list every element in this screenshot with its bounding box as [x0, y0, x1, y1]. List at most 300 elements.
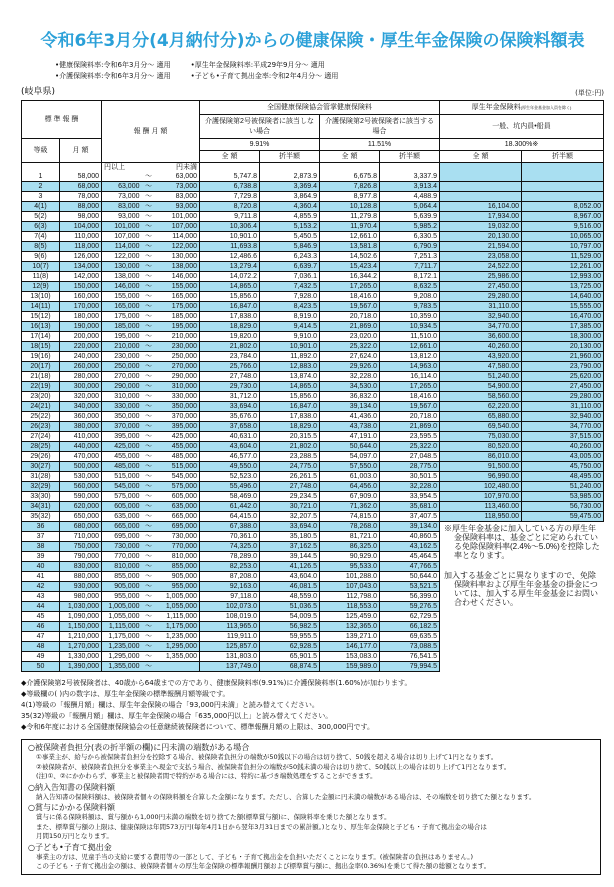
premium-cell: 81,721.0: [320, 532, 380, 542]
grade-cell: 43: [22, 592, 60, 602]
premium-cell: 33,694.0: [260, 522, 320, 532]
grade-cell: 10(7): [22, 262, 60, 272]
range-from-cell: 1,295,000: [102, 652, 142, 662]
premium-cell: 9,414.5: [260, 322, 320, 332]
pension-title: 厚生年金保険料: [471, 103, 521, 111]
grade-cell: 30(27): [22, 462, 60, 472]
range-to-cell: 138,000: [156, 262, 200, 272]
range-to-cell: 485,000: [156, 452, 200, 462]
pension-cell: 102,480.00: [440, 482, 522, 492]
premium-cell: 14,072.2: [200, 272, 260, 282]
child-rate-date: •子ども•子育て拠出金率:令和2年4月分～ 適用: [190, 72, 339, 80]
pension-cell: 40,260.00: [522, 442, 604, 452]
premium-cell: 37,658.0: [200, 422, 260, 432]
tilde-cell: [142, 163, 156, 182]
range-from-cell: [102, 163, 142, 182]
premium-cell: 29,926.0: [320, 362, 380, 372]
range-from-cell: 73,000: [102, 192, 142, 202]
range-to-cell: 122,000: [156, 242, 200, 252]
info-box: [21, 739, 601, 875]
premium-cell: 5,450.5: [260, 232, 320, 242]
table-row: [22, 332, 604, 342]
premium-cell: 5,639.9: [380, 212, 440, 222]
grade-cell: 29(26): [22, 452, 60, 462]
premium-cell: 61,003.0: [320, 472, 380, 482]
pension-cell: 96,990.00: [440, 472, 522, 482]
grade-cell: 28(25): [22, 442, 60, 452]
premium-cell: 25,322.0: [320, 342, 380, 352]
premium-cell: 18,829.0: [260, 422, 320, 432]
range-to-cell: 770,000: [156, 542, 200, 552]
monthly-cell: 190,000: [60, 322, 102, 332]
table-row: [22, 402, 604, 412]
range-from-cell: 1,355,000: [102, 662, 142, 672]
range-from-cell: 83,000: [102, 202, 142, 212]
premium-cell: 113,965.0: [200, 622, 260, 632]
pension-cell: 23,058.00: [440, 252, 522, 262]
premium-cell: 48,559.0: [260, 592, 320, 602]
grade-cell: 2: [22, 182, 60, 192]
tilde-cell: ～: [142, 592, 156, 602]
range-to-cell: 1,115,000: [156, 612, 200, 622]
premium-cell: 70,361.0: [200, 532, 260, 542]
premium-cell: 64,456.0: [320, 482, 380, 492]
pension-cell: 14,640.00: [522, 292, 604, 302]
table-row: [22, 312, 604, 322]
monthly-cell: 142,000: [60, 272, 102, 282]
monthly-cell: 1,090,000: [60, 612, 102, 622]
premium-cell: 12,661.0: [320, 232, 380, 242]
monthly-cell: 170,000: [60, 302, 102, 312]
footnote: 4(1)等級の「報酬月額」欄は、厚生年金保険の場合「93,000円未満」と読み替えてください。: [21, 701, 319, 709]
premium-cell: 19,820.0: [200, 332, 260, 342]
half-header: 折半額: [522, 151, 604, 163]
range-to-cell: 93,000: [156, 202, 200, 212]
pension-cell: 62,220.00: [440, 402, 522, 412]
monthly-cell: 320,000: [60, 392, 102, 402]
premium-cell: 10,359.0: [380, 312, 440, 322]
health-header: 全国健康保険協会管掌健康保険料: [200, 101, 440, 115]
general-header: 一般、坑内員•船員: [440, 115, 604, 139]
grade-cell: 23(20): [22, 392, 60, 402]
range-to-cell: 1,175,000: [156, 622, 200, 632]
premium-cell: 87,208.0: [200, 572, 260, 582]
grade-cell: 14(11): [22, 302, 60, 312]
pension-cell: 16,470.00: [522, 312, 604, 322]
premium-cell: 57,550.0: [320, 462, 380, 472]
premium-cell: 7,928.0: [260, 292, 320, 302]
monthly-cell: 360,000: [60, 412, 102, 422]
pension-cell: 118,950.00: [440, 512, 522, 522]
table-row: [22, 442, 604, 452]
range-to-cell: 101,000: [156, 212, 200, 222]
grade-cell: 22(19): [22, 382, 60, 392]
tilde-cell: ～: [142, 362, 156, 372]
tilde-cell: ～: [142, 472, 156, 482]
grade-cell: 49: [22, 652, 60, 662]
premium-cell: 71,362.0: [320, 502, 380, 512]
premium-cell: 12,486.6: [200, 252, 260, 262]
monthly-cell: 530,000: [60, 472, 102, 482]
range-to-cell: 855,000: [156, 562, 200, 572]
grade-cell: 32(29): [22, 482, 60, 492]
premium-cell: 11,892.0: [260, 352, 320, 362]
premium-cell: 13,279.4: [200, 262, 260, 272]
range-from-cell: 455,000: [102, 452, 142, 462]
premium-cell: 9,208.0: [380, 292, 440, 302]
tilde-cell: ～: [142, 542, 156, 552]
premium-cell: 6,639.7: [260, 262, 320, 272]
tilde-cell: ～: [142, 462, 156, 472]
premium-cell: 11,693.8: [200, 242, 260, 252]
monthly-cell: 620,000: [60, 502, 102, 512]
premium-cell: 27,624.0: [320, 352, 380, 362]
premium-cell: 15,423.4: [320, 262, 380, 272]
premium-cell: 112,798.0: [320, 592, 380, 602]
grade-cell: 24(21): [22, 402, 60, 412]
range-to-cell: 635,000: [156, 502, 200, 512]
half-header: 折半額: [260, 151, 320, 163]
tilde-cell: ～: [142, 192, 156, 202]
grade-cell: 47: [22, 632, 60, 642]
premium-cell: 33,954.5: [380, 492, 440, 502]
premium-cell: 18,416.0: [320, 292, 380, 302]
premium-cell: 3,864.9: [260, 192, 320, 202]
monthly-cell: 160,000: [60, 292, 102, 302]
monthly-cell: 180,000: [60, 312, 102, 322]
tilde-cell: ～: [142, 382, 156, 392]
premium-cell: 10,128.8: [320, 202, 380, 212]
grade-cell: 6(3): [22, 222, 60, 232]
premium-cell: 39,134.0: [380, 522, 440, 532]
grade-cell: 25(22): [22, 412, 60, 422]
side-note-2: 加入する基金ごとに異なりますので、免除保険料率および厚生年金基金の掛金については、加入する厚生年金基金にお問い合わせください。: [444, 571, 598, 607]
tilde-cell: ～: [142, 402, 156, 412]
from-label: 円以上: [104, 164, 125, 171]
table-row: [22, 522, 604, 532]
pension-cell: [440, 182, 522, 192]
monthly-cell: 126,000: [60, 252, 102, 262]
premium-table: [21, 100, 604, 672]
pension-cell: 86,010.00: [440, 452, 522, 462]
premium-cell: 27,748.0: [260, 482, 320, 492]
rate-applicability: [55, 60, 604, 82]
range-from-cell: 905,000: [102, 582, 142, 592]
premium-cell: 6,243.3: [260, 252, 320, 262]
tilde-cell: ～: [142, 392, 156, 402]
premium-cell: 18,416.0: [380, 392, 440, 402]
pension-cell: 16,104.00: [440, 202, 522, 212]
premium-cell: 28,775.0: [380, 462, 440, 472]
pension-cell: 34,770.00: [440, 322, 522, 332]
tilde-cell: ～: [142, 302, 156, 312]
footnote: ◆介護保険第2号被保険者は、40歳から64歳までの方であり、健康保険料率(9.91%)に介護保険料率(1.60%)が加わります。: [21, 679, 412, 687]
premium-cell: 41,436.0: [320, 412, 380, 422]
pension-cell: 17,385.00: [522, 322, 604, 332]
table-row: [22, 212, 604, 222]
range-to-cell: 515,000: [156, 462, 200, 472]
premium-cell: 69,635.5: [380, 632, 440, 642]
table-row: [22, 232, 604, 242]
rates-col-2: [191, 60, 339, 82]
premium-cell: 41,126.5: [260, 562, 320, 572]
range-from-cell: 330,000: [102, 402, 142, 412]
premium-cell: 21,802.0: [200, 342, 260, 352]
premium-cell: 20,315.5: [260, 432, 320, 442]
range-to-cell: 165,000: [156, 292, 200, 302]
premium-cell: 25,322.0: [380, 442, 440, 452]
premium-cell: 51,036.5: [260, 602, 320, 612]
range-from-cell: 165,000: [102, 302, 142, 312]
premium-cell: 29,234.5: [260, 492, 320, 502]
section-line: また、標準賞与額の上限は、健康保険は年間573万円(毎年4月1日から翌年3月31日までの累計額。)となり、厚生年金保険と子ども・子育て拠出金の場合は: [36, 822, 487, 831]
premium-cell: 8,977.8: [320, 192, 380, 202]
grade-cell: 15(12): [22, 312, 60, 322]
section-title: ○賞与にかかる保険料額: [28, 803, 115, 812]
premium-cell: 8,632.5: [380, 282, 440, 292]
range-from-cell: 290,000: [102, 382, 142, 392]
range-to-cell: 250,000: [156, 352, 200, 362]
premium-cell: 34,530.0: [320, 382, 380, 392]
premium-cell: 2,873.9: [260, 163, 320, 182]
premium-cell: 13,812.0: [380, 352, 440, 362]
premium-cell: 78,268.0: [320, 522, 380, 532]
tilde-cell: ～: [142, 222, 156, 232]
monthly-cell: 280,000: [60, 372, 102, 382]
pension-cell: 34,770.00: [522, 422, 604, 432]
table-row: [22, 342, 604, 352]
premium-cell: 16,344.2: [320, 272, 380, 282]
pension-cell: 43,005.00: [522, 452, 604, 462]
pension-cell: 21,960.00: [522, 352, 604, 362]
pension-cell: 25,986.00: [440, 272, 522, 282]
care-header: 介護保険第2号被保険者に該当する場合: [320, 115, 440, 139]
rate-pension: 18.300%※: [440, 139, 604, 151]
premium-cell: 73,088.5: [380, 642, 440, 652]
premium-cell: 35,681.0: [380, 502, 440, 512]
premium-cell: 153,083.0: [320, 652, 380, 662]
premium-cell: 23,288.5: [260, 452, 320, 462]
grade-cell: 17(14): [22, 332, 60, 342]
range-to-cell: 130,000: [156, 252, 200, 262]
grade-cell: 8(5): [22, 242, 60, 252]
range-from-cell: 114,000: [102, 242, 142, 252]
side-note-1: ※厚生年金基金に加入している方の厚生年金保険料率は、基金ごとに定められている免除保険料率(2.4%～5.0%)を控除した率となります。: [444, 524, 600, 560]
range-from-cell: 1,055,000: [102, 612, 142, 622]
range-from-cell: 515,000: [102, 472, 142, 482]
premium-cell: 68,874.5: [260, 662, 320, 672]
premium-cell: 118,553.0: [320, 602, 380, 612]
table-row: [22, 362, 604, 372]
table-row: [22, 392, 604, 402]
premium-cell: 74,815.0: [320, 512, 380, 522]
premium-cell: 20,718.0: [320, 312, 380, 322]
grade-cell: 13(10): [22, 292, 60, 302]
premium-cell: 17,265.0: [320, 282, 380, 292]
full-header: 全 額: [200, 151, 260, 163]
monthly-cell: 750,000: [60, 542, 102, 552]
premium-cell: 47,191.0: [320, 432, 380, 442]
monthly-cell: 470,000: [60, 452, 102, 462]
pension-cell: 11,529.00: [522, 252, 604, 262]
premium-cell: 19,567.0: [380, 402, 440, 412]
side-note-wrap: [444, 524, 604, 607]
premium-cell: 14,865.0: [260, 382, 320, 392]
rates-col-1: [55, 60, 171, 82]
premium-cell: 54,097.0: [320, 452, 380, 462]
monthly-cell: 380,000: [60, 422, 102, 432]
tilde-cell: ～: [142, 492, 156, 502]
grade-cell: 18(15): [22, 342, 60, 352]
premium-cell: 76,541.5: [380, 652, 440, 662]
range-from-cell: 270,000: [102, 372, 142, 382]
tilde-cell: ～: [142, 272, 156, 282]
pension-cell: 113,460.00: [440, 502, 522, 512]
range-from-cell: 146,000: [102, 282, 142, 292]
pension-cell: 69,540.00: [440, 422, 522, 432]
range-from-cell: 955,000: [102, 592, 142, 602]
pension-rate-date: •厚生年金保険料率:平成29年9月分～ 適用: [190, 61, 325, 69]
table-row: [22, 282, 604, 292]
grade-cell: 7(4): [22, 232, 60, 242]
premium-cell: 3,913.4: [380, 182, 440, 192]
monthly-cell: 1,210,000: [60, 632, 102, 642]
premium-cell: 119,911.0: [200, 632, 260, 642]
table-row: [22, 482, 604, 492]
range-to-cell: 310,000: [156, 382, 200, 392]
tilde: ～: [145, 173, 152, 180]
grade-cell: 19(16): [22, 352, 60, 362]
range-from-cell: 210,000: [102, 342, 142, 352]
premium-cell: 30,501.5: [380, 472, 440, 482]
premium-cell: 3,369.4: [260, 182, 320, 192]
range-to: 63,000: [175, 173, 197, 180]
tilde-cell: ～: [142, 452, 156, 462]
range-from-cell: 605,000: [102, 502, 142, 512]
monthly-cell: 710,000: [60, 532, 102, 542]
premium-cell: 12,661.0: [380, 342, 440, 352]
monthly-cell: 58,000: [60, 163, 102, 182]
range-from-cell: 370,000: [102, 422, 142, 432]
premium-cell: 61,442.0: [200, 502, 260, 512]
footnote: ◆令和6年度における全国健康保険協会の任意継続被保険者について、標準報酬月額の上限は、300,000円です。: [21, 723, 374, 731]
pension-cell: 54,900.00: [440, 382, 522, 392]
section-line: 事業主の方は、児童手当の支給に要する費用等の一部として、子ども・子育て拠出金を負担いただくことになります。(被保険者の負担はありません。): [36, 852, 474, 861]
table-row: [22, 252, 604, 262]
table-row: [22, 452, 604, 462]
footnotes: [21, 678, 604, 733]
premium-cell: 45,464.5: [380, 552, 440, 562]
range-to-cell: 270,000: [156, 362, 200, 372]
pension-cell: [522, 182, 604, 192]
pension-cell: 12,993.00: [522, 272, 604, 282]
premium-cell: 11,970.4: [320, 222, 380, 232]
range-from-cell: 250,000: [102, 362, 142, 372]
monthly-cell: 104,000: [60, 222, 102, 232]
premium-cell: 19,567.0: [320, 302, 380, 312]
range-from-cell: 810,000: [102, 562, 142, 572]
pension-cell: 25,620.00: [522, 372, 604, 382]
premium-cell: 47,766.5: [380, 562, 440, 572]
range-to-cell: 83,000: [156, 192, 200, 202]
premium-cell: 137,749.0: [200, 662, 260, 672]
premium-cell: 32,207.5: [260, 512, 320, 522]
monthly-cell: 790,000: [60, 552, 102, 562]
range-from-cell: 635,000: [102, 512, 142, 522]
premium-cell: 67,909.0: [320, 492, 380, 502]
premium-cell: 23,595.5: [380, 432, 440, 442]
pension-cell: 32,940.00: [522, 412, 604, 422]
range-from-cell: 130,000: [102, 262, 142, 272]
premium-cell: 17,838.0: [200, 312, 260, 322]
monthly-cell: 118,000: [60, 242, 102, 252]
premium-cell: 4,360.4: [260, 202, 320, 212]
half-header: 折半額: [380, 151, 440, 163]
range-from-cell: 122,000: [102, 252, 142, 262]
tilde-cell: ～: [142, 292, 156, 302]
range-to-cell: 370,000: [156, 412, 200, 422]
pension-cell: 18,300.00: [522, 332, 604, 342]
pension-cell: 8,052.00: [522, 202, 604, 212]
table-row: [22, 163, 604, 182]
care-rate-date: •介護保険料率:令和6年3月分～ 適用: [55, 72, 171, 80]
monthly-cell: 98,000: [60, 212, 102, 222]
premium-cell: 53,521.5: [380, 582, 440, 592]
pension-cell: 43,920.00: [440, 352, 522, 362]
prefecture-label: (岐阜県): [21, 87, 56, 97]
pension-cell: 9,516.00: [522, 222, 604, 232]
premium-cell: 16,847.0: [200, 302, 260, 312]
premium-cell: 40,631.0: [200, 432, 260, 442]
premium-cell: 131,803.0: [200, 652, 260, 662]
premium-cell: 11,510.0: [380, 332, 440, 342]
range-to-cell: 605,000: [156, 492, 200, 502]
pension-cell: 58,560.00: [440, 392, 522, 402]
monthly-cell: 880,000: [60, 572, 102, 582]
table-row: [22, 492, 604, 502]
range-from-cell: 545,000: [102, 482, 142, 492]
page-title: 令和6年3月分(4月納付分)からの健康保険・厚生年金保険の保険料額表: [40, 31, 585, 51]
grade-cell: 42: [22, 582, 60, 592]
premium-cell: 24,775.0: [260, 462, 320, 472]
range-to-cell: 155,000: [156, 282, 200, 292]
premium-cell: 10,901.0: [260, 342, 320, 352]
range-from-cell: 770,000: [102, 552, 142, 562]
grade-cell: 35(32): [22, 512, 60, 522]
premium-cell: 32,228.0: [380, 482, 440, 492]
premium-cell: 11,279.8: [320, 212, 380, 222]
monthly-cell: 68,000: [60, 182, 102, 192]
premium-cell: 97,118.0: [200, 592, 260, 602]
range-from-cell: 63,000: [102, 182, 142, 192]
range-from-cell: 1,235,000: [102, 642, 142, 652]
tilde-cell: ～: [142, 352, 156, 362]
monthly-cell: 410,000: [60, 432, 102, 442]
grade-cell: 11(8): [22, 272, 60, 282]
tilde-cell: ～: [142, 202, 156, 212]
monthly-cell: 590,000: [60, 492, 102, 502]
premium-cell: 39,134.0: [320, 402, 380, 412]
monthly-cell: 980,000: [60, 592, 102, 602]
grade-cell: 44: [22, 602, 60, 612]
premium-cell: 6,790.9: [380, 242, 440, 252]
premium-cell: 5,153.2: [260, 222, 320, 232]
section-line: (注)①、②にかかわらず、事業主と被保険者間で特約がある場合には、特約に基づき端数処理をすることができます。: [36, 772, 377, 780]
table-row: [22, 202, 604, 212]
grade-cell: 33(30): [22, 492, 60, 502]
grade-cell: 1: [22, 163, 60, 182]
range-from-cell: 395,000: [102, 432, 142, 442]
